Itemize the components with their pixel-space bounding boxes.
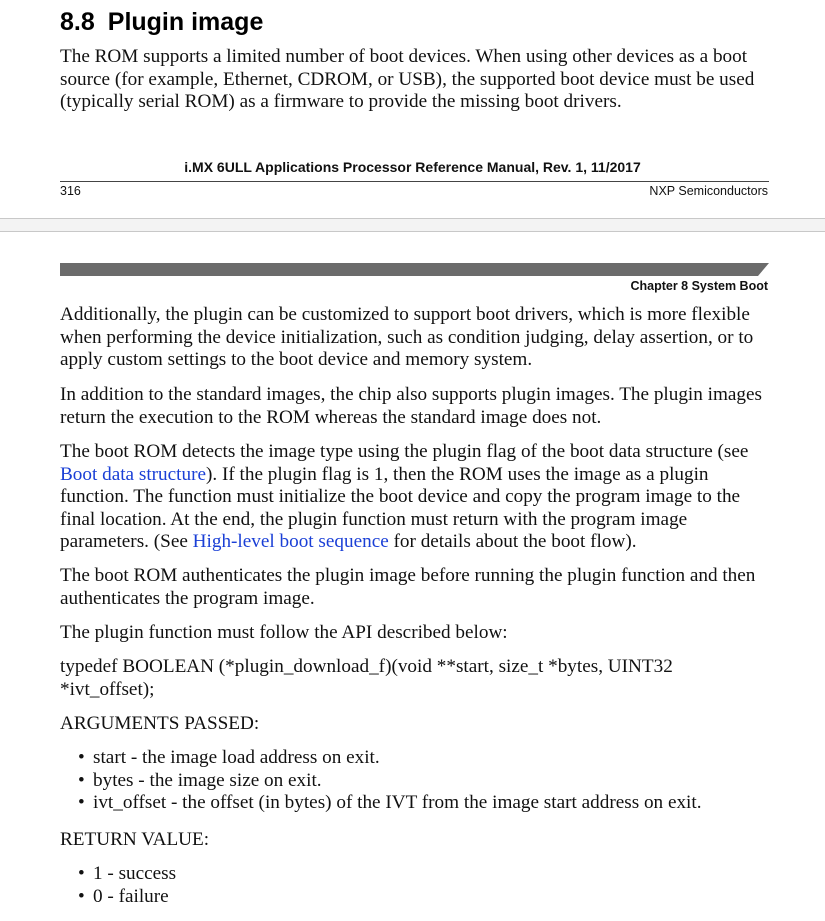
section-intro-paragraph: The ROM supports a limited number of boot devices. When using other devices as a boot source (for example, Ethernet, CDROM, or USB), the supported boot device must be used (typically serial ROM) as a firmware to provide the missing boot drivers.	[60, 46, 755, 112]
list-item	[78, 747, 702, 770]
footer-divider	[60, 181, 769, 182]
footer-company: NXP Semiconductors	[649, 184, 768, 198]
list-item	[78, 863, 176, 886]
bullet-icon: •	[78, 885, 85, 907]
text-segment: The boot ROM detects the image type using the plugin flag of the boot data structure (see	[60, 441, 749, 462]
paragraph-image-type-detection	[60, 441, 775, 554]
bullet-icon: •	[78, 747, 85, 768]
paragraph-standard-images: In addition to the standard images, the chip also supports plugin images. The plugin images return the execution to the ROM whereas the standard image does not.	[60, 384, 763, 428]
return-text: 1 - success	[93, 863, 177, 884]
section-heading	[60, 7, 263, 37]
bullet-icon: •	[78, 863, 85, 884]
argument-text: ivt_offset - the offset (in bytes) of the IVT from the image start address on exit.	[93, 792, 702, 813]
list-item	[78, 886, 176, 909]
list-item	[78, 792, 702, 815]
paragraph-customization: Additionally, the plugin can be customized to support boot drivers, which is more flexible when performing the device initialization, such as condition judging, delay assertion, or to apply custom settings to the boot device and memory system.	[60, 304, 754, 370]
section-title: Plugin image	[107, 8, 264, 36]
argument-text: start - the image load address on exit.	[93, 747, 380, 768]
list-item	[78, 770, 702, 793]
argument-text: bytes - the image size on exit.	[93, 769, 322, 791]
chapter-label: Chapter 8 System Boot	[630, 279, 768, 293]
chapter-header-bar	[60, 263, 769, 276]
arguments-heading: ARGUMENTS PASSED:	[60, 713, 260, 734]
link-boot-data-structure[interactable]: Boot data structure	[60, 463, 206, 485]
paragraph-typedef: typedef BOOLEAN (*plugin_download_f)(void **start, size_t *bytes, UINT32 *ivt_offset);	[60, 656, 673, 700]
text-segment: for details about the boot flow).	[388, 531, 637, 552]
paragraph-authentication: The boot ROM authenticates the plugin image before running the plugin function and then authenticates the program image.	[60, 565, 756, 609]
footer-page-number: 316	[60, 184, 81, 198]
text-segment: ). If the plugin flag is 1, then the ROM uses the image as a plugin function. The function must initialize the boot device and copy the program image to the final location. At the end, the plugin function must return with the program image parameters. (See	[60, 463, 741, 552]
arguments-list	[78, 747, 702, 815]
paragraph-api-intro: The plugin function must follow the API described below:	[60, 622, 508, 643]
footer-manual-title: i.MX 6ULL Applications Processor Reference Manual, Rev. 1, 11/2017	[184, 159, 641, 175]
return-text: 0 - failure	[93, 885, 169, 907]
return-value-heading: RETURN VALUE:	[60, 829, 210, 850]
section-number: 8.8	[60, 8, 95, 36]
page-separator	[0, 218, 825, 232]
bullet-icon: •	[78, 769, 85, 791]
link-high-level-boot-sequence[interactable]: High-level boot sequence	[192, 531, 389, 552]
return-values-list	[78, 863, 176, 908]
bullet-icon: •	[78, 792, 85, 813]
